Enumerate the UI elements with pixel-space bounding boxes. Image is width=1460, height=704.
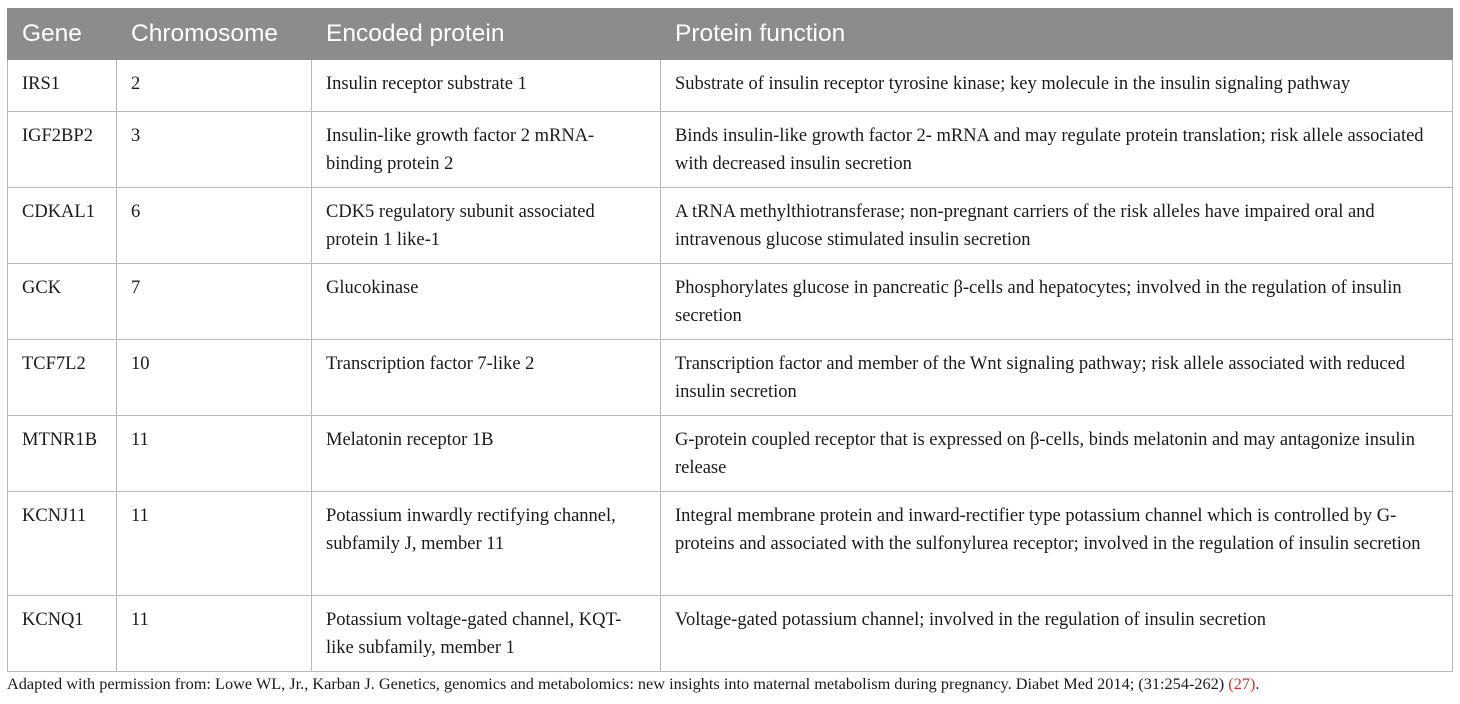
cell-chromosome: 7 [117, 264, 312, 340]
cell-chromosome: 11 [117, 492, 312, 596]
cell-chromosome: 2 [117, 60, 312, 112]
table-row [8, 112, 1453, 188]
cell-gene: GCK [8, 264, 117, 340]
cell-chromosome: 6 [117, 188, 312, 264]
table-row [8, 188, 1453, 264]
cell-encoded-protein: Insulin-like growth factor 2 mRNA-binding protein 2 [312, 112, 661, 188]
cell-protein-function: G-protein coupled receptor that is expressed on β-cells, binds melatonin and may antagonize insulin release [661, 416, 1453, 492]
table-row [8, 340, 1453, 416]
cell-gene: CDKAL1 [8, 188, 117, 264]
cell-protein-function: Integral membrane protein and inward-rectifier type potassium channel which is controlled by G-proteins and associated with the sulfonylurea receptor; involved in the regulation of insulin secretion [661, 492, 1453, 596]
header-chromosome: Chromosome [117, 9, 312, 60]
cell-protein-function: Transcription factor and member of the Wnt signaling pathway; risk allele associated with reduced insulin secretion [661, 340, 1453, 416]
cell-encoded-protein: Potassium voltage-gated channel, KQT-like subfamily, member 1 [312, 596, 661, 672]
cell-gene: MTNR1B [8, 416, 117, 492]
cell-gene: TCF7L2 [8, 340, 117, 416]
caption-end: . [1255, 674, 1260, 693]
cell-gene: IGF2BP2 [8, 112, 117, 188]
cell-protein-function: Binds insulin-like growth factor 2- mRNA and may regulate protein translation; risk allele associated with decreased insulin secretion [661, 112, 1453, 188]
cell-encoded-protein: Melatonin receptor 1B [312, 416, 661, 492]
gene-table [7, 8, 1453, 672]
cell-encoded-protein: Transcription factor 7-like 2 [312, 340, 661, 416]
header-protein-function: Protein function [661, 9, 1453, 60]
table-body [8, 60, 1453, 672]
table-row [8, 264, 1453, 340]
caption-text: Adapted with permission from: Lowe WL, Jr., Karban J. Genetics, genomics and metabolomics: new insights into maternal metabolism during pregnancy. Diabet Med 2014; (31:254-262) [7, 674, 1229, 693]
cell-protein-function: Substrate of insulin receptor tyrosine kinase; key molecule in the insulin signaling pathway [661, 60, 1453, 112]
table-row [8, 416, 1453, 492]
cell-gene: IRS1 [8, 60, 117, 112]
table-caption [7, 674, 1457, 694]
cell-chromosome: 3 [117, 112, 312, 188]
header-row [8, 9, 1453, 60]
reference-link[interactable]: (27) [1228, 674, 1256, 693]
table-row [8, 596, 1453, 672]
cell-encoded-protein: Glucokinase [312, 264, 661, 340]
table-header [8, 9, 1453, 60]
cell-encoded-protein: Potassium inwardly rectifying channel, subfamily J, member 11 [312, 492, 661, 596]
gene-table-container [7, 8, 1452, 672]
cell-gene: KCNQ1 [8, 596, 117, 672]
cell-chromosome: 10 [117, 340, 312, 416]
table-row [8, 60, 1453, 112]
cell-chromosome: 11 [117, 596, 312, 672]
table-row [8, 492, 1453, 596]
header-gene: Gene [8, 9, 117, 60]
header-encoded-protein: Encoded protein [312, 9, 661, 60]
cell-encoded-protein: CDK5 regulatory subunit associated protein 1 like-1 [312, 188, 661, 264]
cell-protein-function: A tRNA methylthiotransferase; non-pregnant carriers of the risk alleles have impaired oral and intravenous glucose stimulated insulin secretion [661, 188, 1453, 264]
cell-protein-function: Phosphorylates glucose in pancreatic β-cells and hepatocytes; involved in the regulation of insulin secretion [661, 264, 1453, 340]
cell-protein-function: Voltage-gated potassium channel; involved in the regulation of insulin secretion [661, 596, 1453, 672]
cell-encoded-protein: Insulin receptor substrate 1 [312, 60, 661, 112]
cell-chromosome: 11 [117, 416, 312, 492]
cell-gene: KCNJ11 [8, 492, 117, 596]
